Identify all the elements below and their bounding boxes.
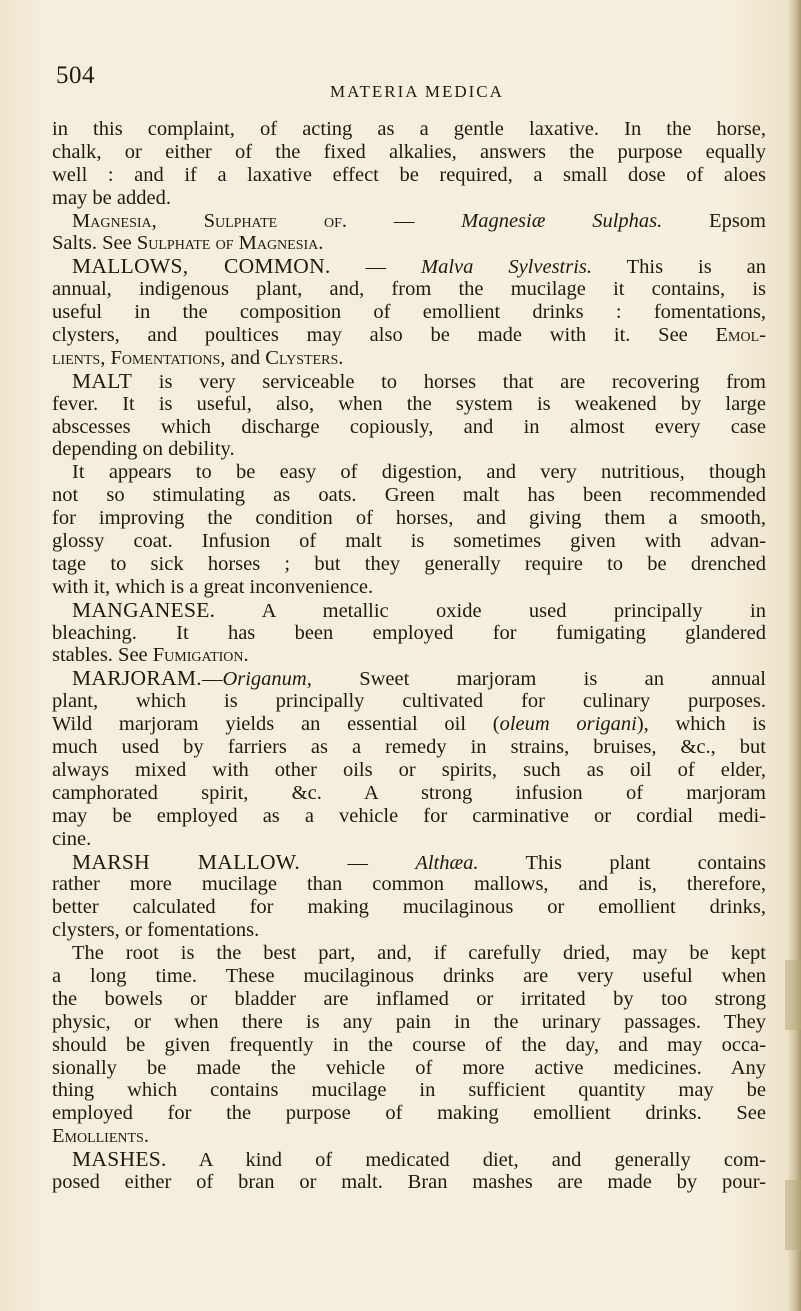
text-line: glossy coat. Infusion of malt is sometimes given with advan- bbox=[52, 530, 766, 553]
page-edge-stain bbox=[785, 1180, 801, 1250]
text-line: useful in the composition of emollient drinks : fomentations, bbox=[52, 301, 766, 324]
text-line: in this complaint, of acting as a gentle laxative. In the horse, bbox=[52, 118, 766, 140]
latin-name: Origanum, bbox=[222, 668, 312, 691]
text-line: the bowels or bladder are inflamed or irritated by too strong bbox=[52, 987, 766, 1010]
entry-heading: MALLOWS, COMMON. bbox=[72, 254, 331, 279]
cross-reference: Emollients. bbox=[52, 1125, 149, 1148]
text-line: may be added. bbox=[52, 186, 171, 209]
text-line: stables. See Fumigation. bbox=[52, 644, 249, 667]
entry-marsh-mallow: MARSH MALLOW. — Althæa. This plant contains bbox=[72, 849, 766, 874]
text-line: depending on debility. bbox=[52, 438, 235, 461]
cross-reference: Fumigation. bbox=[152, 644, 249, 667]
entry-malt: MALT is very serviceable to horses that are recovering from bbox=[72, 368, 766, 393]
page-edge-stain bbox=[785, 960, 801, 1030]
text-line: should be given frequently in the course of the day, and may occa- bbox=[52, 1033, 766, 1056]
entry-marjoram: MARJORAM.—Origanum, Sweet marjoram is an annual bbox=[72, 666, 766, 691]
text-line: Salts. See Sulphate of Magnesia. bbox=[52, 232, 324, 255]
latin-name: Magnesiæ Sulphas. bbox=[461, 209, 663, 232]
page-number: 504 bbox=[56, 62, 95, 89]
text-line: clysters, and poultices may also be made with it. See Emol- bbox=[52, 324, 766, 347]
entry-heading: MALT bbox=[72, 368, 133, 393]
entry-heading: MARJORAM. bbox=[72, 666, 202, 691]
text-line: with it, which is a great inconvenience. bbox=[52, 575, 374, 598]
text-line: tage to sick horses ; but they generally require to be drenched bbox=[52, 552, 766, 575]
entry-mallows: MALLOWS, COMMON. — Malva Sylvestris. This is an bbox=[72, 254, 766, 279]
entry-manganese: MANGANESE. A metallic oxide used principally in bbox=[72, 597, 766, 622]
text-line: clysters, or fomentations. bbox=[52, 919, 260, 942]
text-line: camphorated spirit, &c. A strong infusion of marjoram bbox=[52, 781, 766, 804]
latin-name: Malva Sylvestris. bbox=[421, 256, 593, 279]
text-line: not so stimulating as oats. Green malt has been recommended bbox=[52, 484, 766, 507]
text-line: may be employed as a vehicle for carminative or cordial medi- bbox=[52, 804, 766, 827]
entry-mashes: MASHES. A kind of medicated diet, and generally com- bbox=[72, 1147, 766, 1172]
text-line: lients, Fomentations, and Clysters. bbox=[52, 346, 344, 369]
text-line: for improving the condition of horses, and giving them a smooth, bbox=[52, 507, 766, 530]
running-title: MATERIA MEDICA bbox=[330, 82, 504, 101]
text-line: always mixed with other oils or spirits, such as oil of elder, bbox=[52, 758, 766, 781]
entry-heading: MANGANESE. bbox=[72, 597, 216, 622]
text-line: much used by farriers as a remedy in strains, bruises, &c., but bbox=[52, 736, 766, 759]
text-line: annual, indigenous plant, and, from the mucilage it contains, is bbox=[52, 278, 766, 301]
text-line: a long time. These mucilaginous drinks are very useful when bbox=[52, 964, 766, 987]
text-line: posed either of bran or malt. Bran mashes are made by pour- bbox=[52, 1170, 766, 1193]
cross-reference: Clysters. bbox=[265, 346, 344, 369]
entry-heading: Magnesia, Sulphate of. bbox=[72, 209, 348, 232]
text-line: The root is the best part, and, if carefully dried, may be kept bbox=[72, 942, 766, 965]
latin-name: Althæa. bbox=[415, 851, 479, 874]
text-line: employed for the purpose of making emollient drinks. See bbox=[52, 1102, 766, 1125]
text-line: physic, or when there is any pain in the urinary passages. They bbox=[52, 1010, 766, 1033]
latin-name: oleum origani bbox=[499, 713, 637, 736]
text-line: thing which contains mucilage in sufficient quantity may be bbox=[52, 1079, 766, 1102]
cross-reference: Emol- bbox=[715, 324, 766, 347]
text-line: sionally be made the vehicle of more active medicines. Any bbox=[52, 1056, 766, 1079]
entry-heading: MARSH MALLOW. bbox=[72, 849, 301, 874]
entry-magnesia-sulphate: Magnesia, Sulphate of. — Magnesiæ Sulphas. Epsom bbox=[72, 209, 766, 232]
text-line: abscesses which discharge copiously, and in almost every case bbox=[52, 415, 766, 438]
text-line: It appears to be easy of digestion, and very nutritious, though bbox=[72, 461, 766, 484]
text-line: better calculated for making mucilaginous or emollient drinks, bbox=[52, 896, 766, 919]
text-line: well : and if a laxative effect be required, a small dose of aloes bbox=[52, 163, 766, 186]
text-line: Wild marjoram yields an essential oil (oleum origani), which is bbox=[52, 713, 766, 736]
body-text bbox=[52, 118, 766, 1194]
entry-heading: MASHES. bbox=[72, 1147, 167, 1172]
cross-reference: Sulphate of Magnesia. bbox=[136, 232, 324, 255]
page-edge-shadow bbox=[787, 0, 801, 1311]
text-line: fever. It is useful, also, when the system is weakened by large bbox=[52, 392, 766, 415]
text-line: cine. bbox=[52, 827, 92, 850]
cross-reference: lients, Fomentations, bbox=[52, 346, 226, 369]
text-line: bleaching. It has been employed for fumigating glandered bbox=[52, 621, 766, 644]
text-line: plant, which is principally cultivated for culinary purposes. bbox=[52, 690, 766, 713]
text-line: chalk, or either of the fixed alkalies, answers the purpose equally bbox=[52, 140, 766, 163]
text-line: rather more mucilage than common mallows, and is, therefore, bbox=[52, 873, 766, 896]
